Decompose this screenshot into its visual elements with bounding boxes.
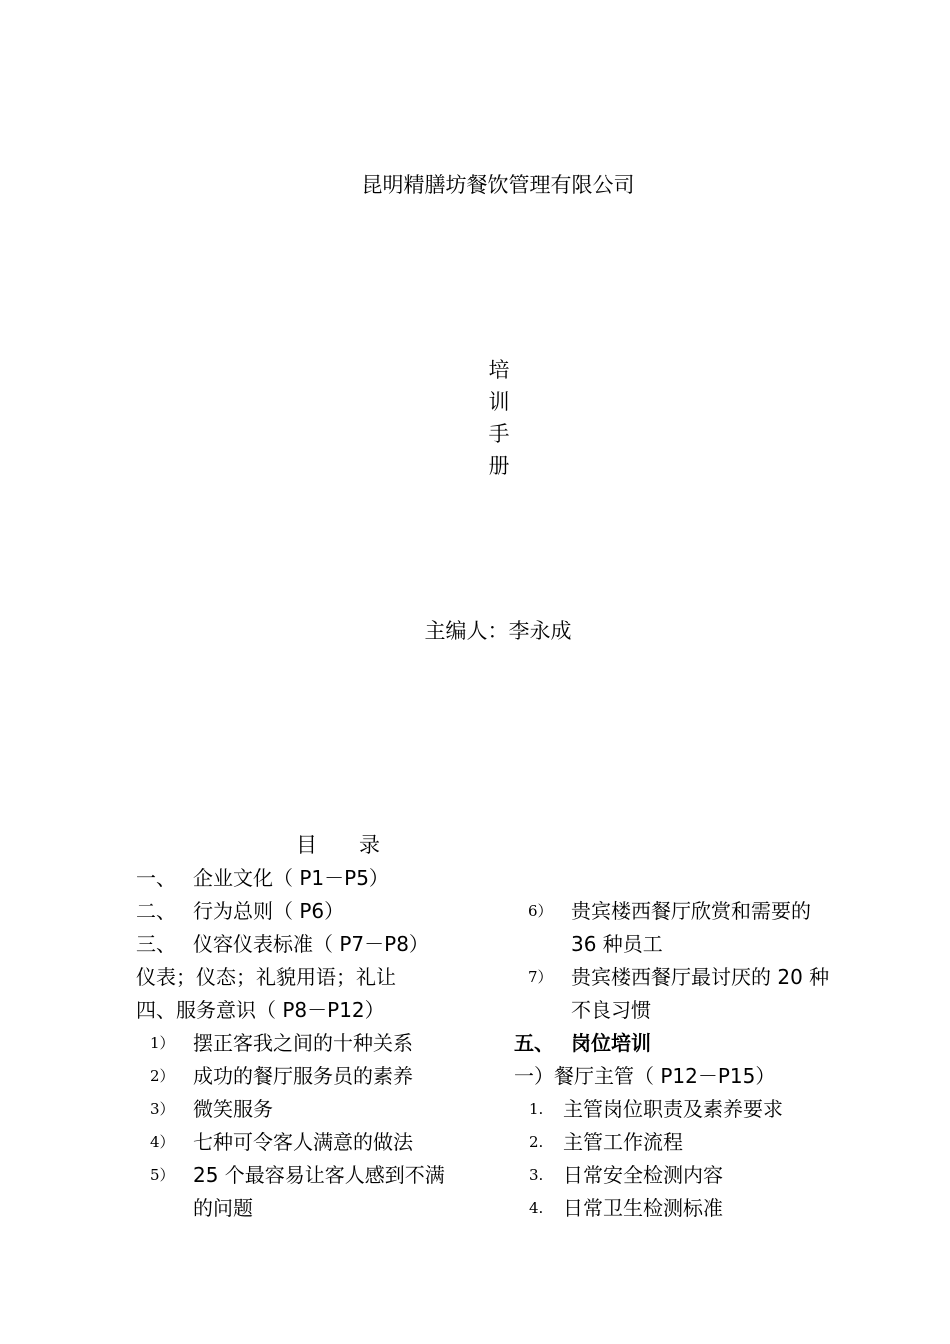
toc-point <box>514 1126 874 1159</box>
item-number: 2） <box>150 1067 175 1085</box>
item-text: 七种可令客人满意的做法 <box>193 1130 413 1154</box>
item-number: 7） <box>528 968 553 986</box>
title-char: 册 <box>488 454 510 478</box>
section-text: 企业文化（ P1－P5） <box>193 866 389 890</box>
toc-left-column <box>136 862 496 1225</box>
toc-right-column <box>514 895 874 1225</box>
section-text: 仪容仪表标准（ P7－P8） <box>193 932 429 956</box>
item-text-cont: 不良习惯 <box>571 998 651 1022</box>
toc-section-1 <box>136 862 496 895</box>
toc-item <box>514 961 874 994</box>
section-number: 三、 <box>136 932 176 956</box>
section-number: 一、 <box>136 866 176 890</box>
title-char: 手 <box>488 422 510 446</box>
point-number: 2. <box>529 1133 544 1151</box>
item-text: 贵宾楼西餐厅最讨厌的 20 种 <box>571 965 830 989</box>
point-text: 主管工作流程 <box>563 1130 683 1154</box>
company-name: 昆明精膳坊餐饮管理有限公司 <box>361 173 635 197</box>
point-text: 日常卫生检测标准 <box>563 1196 723 1220</box>
toc-point <box>514 1093 874 1126</box>
item-number: 6） <box>528 902 553 920</box>
toc-point <box>514 1159 874 1192</box>
toc-item-continuation <box>136 1192 496 1225</box>
toc-section-5 <box>514 1027 874 1060</box>
item-number: 1） <box>150 1034 175 1052</box>
toc-item <box>136 1027 496 1060</box>
toc-subsection-1: 一）餐厅主管（ P12－P15） <box>514 1064 776 1088</box>
toc-section-4: 四、服务意识（ P8－P12） <box>136 998 385 1022</box>
item-text: 成功的餐厅服务员的素养 <box>193 1064 413 1088</box>
toc-item-continuation <box>514 928 874 961</box>
toc-item <box>136 1093 496 1126</box>
title-char: 培 <box>488 358 510 382</box>
item-text-cont: 36 种员工 <box>571 932 663 956</box>
section-number: 五、 <box>514 1031 554 1055</box>
toc-section-3-detail: 仪表；仪态；礼貌用语；礼让 <box>136 965 396 989</box>
toc-item <box>136 1159 496 1192</box>
toc-item <box>136 1126 496 1159</box>
section-number: 二、 <box>136 899 176 923</box>
toc-point <box>514 1192 874 1225</box>
item-text-cont: 的问题 <box>193 1196 253 1220</box>
section-text: 岗位培训 <box>571 1031 651 1055</box>
item-text: 贵宾楼西餐厅欣赏和需要的 <box>571 899 811 923</box>
point-text: 主管岗位职责及素养要求 <box>563 1097 783 1121</box>
title-char: 训 <box>488 390 510 414</box>
point-text: 日常安全检测内容 <box>563 1163 723 1187</box>
toc-item <box>514 895 874 928</box>
toc-section-3 <box>136 928 496 961</box>
item-text: 摆正客我之间的十种关系 <box>193 1031 413 1055</box>
point-number: 3. <box>529 1166 544 1184</box>
point-number: 1. <box>529 1100 544 1118</box>
item-number: 5） <box>150 1166 175 1184</box>
section-text: 行为总则（ P6） <box>193 899 345 923</box>
item-number: 4） <box>150 1133 175 1151</box>
toc-section-2 <box>136 895 496 928</box>
manual-title <box>484 354 514 482</box>
item-text: 25 个最容易让客人感到不满 <box>193 1163 445 1187</box>
item-number: 3） <box>150 1100 175 1118</box>
chief-editor: 主编人：李永成 <box>424 619 572 643</box>
point-number: 4. <box>529 1199 544 1217</box>
toc-item <box>136 1060 496 1093</box>
toc-title: 目 录 <box>296 833 380 857</box>
item-text: 微笑服务 <box>193 1097 273 1121</box>
toc-item-continuation <box>514 994 874 1027</box>
